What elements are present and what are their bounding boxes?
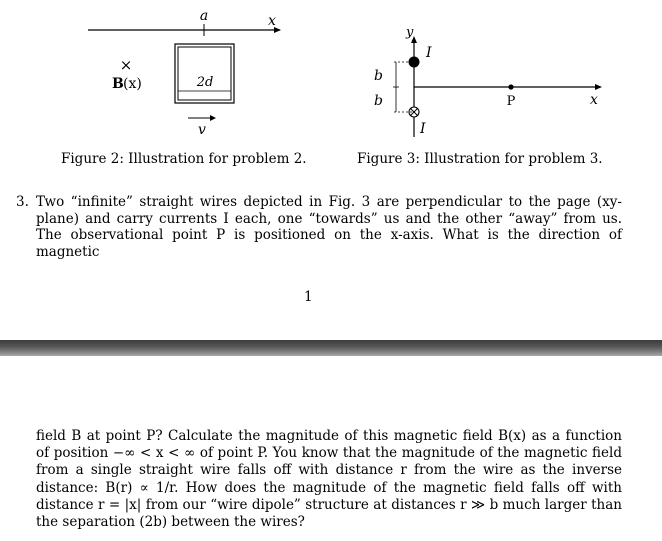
page-number: 1 — [304, 289, 313, 305]
square-loop-outer — [175, 44, 234, 103]
label-b-top: b — [374, 68, 383, 84]
label-B-arg: (x) — [123, 76, 142, 92]
problem-3 — [16, 194, 622, 260]
problem-number: 3. — [16, 194, 29, 210]
cross-marker: × — [119, 56, 133, 74]
figure-3-caption: Figure 3: Illustration for problem 3. — [357, 151, 603, 167]
label-I-top: I — [426, 45, 432, 61]
label-2d: 2d — [196, 75, 214, 90]
label-v: v — [198, 122, 206, 138]
label-x-fig3: x — [590, 92, 598, 108]
label-P: P — [506, 94, 516, 109]
figure-2-caption: Figure 2: Illustration for problem 2. — [61, 151, 307, 167]
x-axis-arrowhead — [595, 84, 602, 90]
label-I-bottom: I — [420, 121, 426, 137]
velocity-arrowhead — [210, 115, 216, 121]
page-separator — [0, 340, 662, 356]
label-x-fig2: x — [268, 13, 276, 29]
label-B-bold: B — [112, 76, 124, 92]
figure-3 — [340, 0, 662, 145]
problem-3-continuation: field B at point P? Calculate the magnitude of this magnetic field B(x) as a function of position −∞ < x < ∞ of point P. You know that the magnitude of the magnetic field from a single straight wire falls off with distance r from the wire as the inverse distance: B(r) ∝ 1/r. How does the magnitude of the magnetic field falls off with distance r = |x| from our “wire dipole” structure at distances r ≫ b much larger than the separation (2b) between the wires? — [36, 428, 622, 531]
figure-2 — [0, 0, 320, 145]
point-P-dot — [508, 84, 513, 89]
label-a: a — [199, 8, 209, 24]
square-loop-inner — [178, 47, 231, 100]
label-y: y — [406, 25, 414, 40]
problem-3-text: Two “infinite” straight wires depicted in Fig. 3 are perpendicular to the page (xy-plane) and carry currents I each, one “towards” us and the other “away” from us. The observational point P is positioned on the x-axis. What is the direction of magnetic — [36, 194, 622, 260]
label-b-bottom: b — [374, 93, 383, 109]
